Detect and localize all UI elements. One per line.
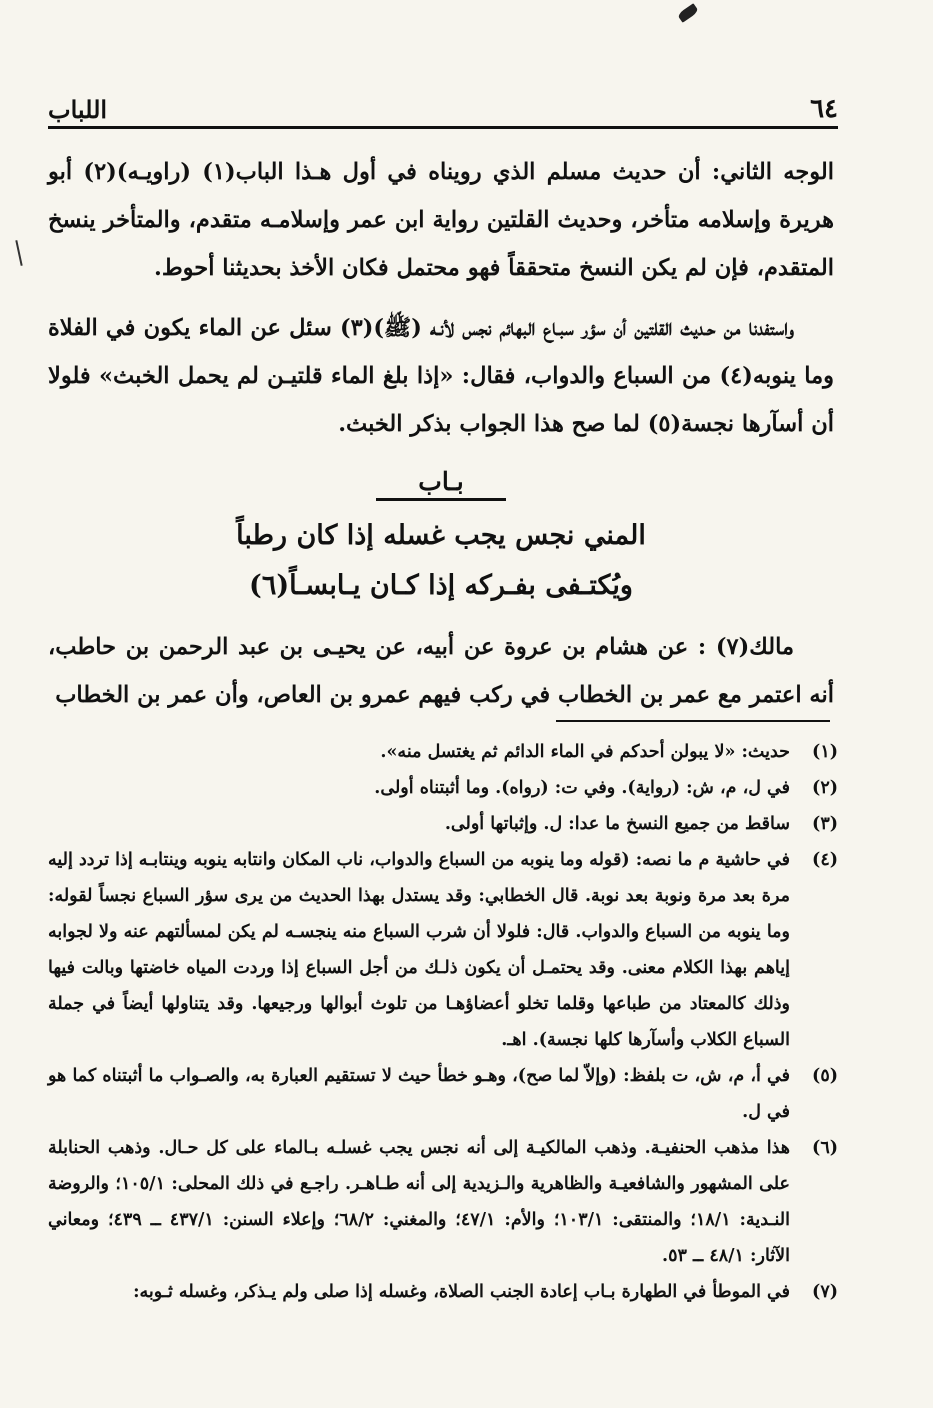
header-rule xyxy=(48,126,838,129)
paragraph-2: واستفدنا من حـديث القلتين أن سؤر سبـاع البهائم نجس لأنـه (ﷺ)(٣) سئل عن الماء يكون في الفلاة وما ينوبه(٤) من السباع والدواب، فقال: «إذا بلغ الماء قلتيـن لم يحمل الخبث» فلولا أن أسآرها نجسة(٥) لما صح هذا الجواب بذكر الخبث. xyxy=(48,315,834,437)
main-text xyxy=(48,148,834,719)
chapter-title-line-2: ويُكتـفى بفـركه إذا كـان يـابسـاً(٦) xyxy=(249,570,633,601)
chapter-label: بـاب xyxy=(418,467,464,496)
footnotes xyxy=(48,734,838,1310)
margin-mark xyxy=(15,240,22,266)
footnote xyxy=(48,734,838,770)
paragraph-1: الوجه الثاني: أن حديث مسلم الذي رويناه في أول هـذا الباب(١) (راويـه)(٢) أبو هريرة وإسلامه متأخر، وحديث القلتين رواية ابن عمر وإسلامـه متقدم، والمتأخر ينسخ المتقدم، فإن لم يكن النسخ متحققاً فهو محتمل فكان الأخذ بحديثنا أحوط. xyxy=(48,159,834,281)
ink-speck xyxy=(677,3,699,23)
footnote-number: (١) xyxy=(812,742,838,762)
footnote-text: حديث: «لا يبولن أحدكم في الماء الدائم ثم يغتسل منه». xyxy=(380,742,790,762)
page-header xyxy=(48,88,838,124)
paragraph-3: مالك(٧) : عن هشام بن عروة عن أبيه، عن يحيـى بن عبد الرحمن بن حاطب، أنه اعتمر مع عمر بن الخطاب في ركب فيهم عمرو بن العاص، وأن عمر بن الخطاب xyxy=(48,634,834,708)
footnote-number: (٣) xyxy=(812,814,838,834)
footnote xyxy=(48,806,838,842)
footnote-text: في حاشية م ما نصه: (قوله وما ينوبه من السباع والدواب، ناب المكان وانتابه ينوبه وينتابـه إذا تردد إليه مرة بعد مرة ونوبة بعد نوبة. قال الخطابي: وقد يستدل بهذا الحديث من يرى سؤر السباع نجساً لقوله: وما ينوبه من السباع والدواب. قال: فلولا أن شرب السباع منه ينجسـه لم يكن لمسألتهم عنه ولا لجوابه إياهم بهذا الكلام معنى. وقد يحتمـل أن يكون ذلـك من أجل السباع إذا وردت المياه خاضتها وبالت فيها وذلك كالمعتاد من طباعها وقلما تخلو أعضاؤهـا من تلوث أبوالها ورجيعها. وقد يتناولها أيضاً في جملة السباع الكلاب وأسآرها كلها نجسة). اهـ. xyxy=(48,850,790,1050)
footnote-rule xyxy=(556,720,830,722)
footnote-text: في أ، م، ش، ت بلفظ: (وإلاّ لما صح)، وهـو خطأ حيث لا تستقيم العبارة به، والصـواب ما أثبتناه كما هو في ل. xyxy=(48,1066,790,1122)
chapter-title-line-1: المني نجس يجب غسله إذا كان رطباً xyxy=(236,520,646,551)
footnote xyxy=(48,1274,838,1310)
footnote-text: ساقط من جميع النسخ ما عدا: ل. وإثباتها أولى. xyxy=(444,814,790,834)
footnote-text: في الموطأ في الطهارة بـاب إعادة الجنب الصلاة، وغسله إذا صلى ولم يـذكر، وغسله ثـوبه: xyxy=(133,1282,790,1302)
footnote-number: (٦) xyxy=(812,1138,838,1158)
footnote-text: هذا مذهب الحنفيـة. وذهب المالكيـة إلى أنه نجس يجب غسلـه بـالماء على كل حـال. وذهب الحنابلة على المشهور والشافعيـة والظاهرية والـزيدية إلى أنه طـاهـر. راجـع في ذلك المحلى: ١٠٥/١؛ والروضة النـدية: ١٨/١؛ والمنتقى: ١٠٣/١؛ والأم: ٤٧/١؛ والمغني: ٦٨/٢؛ وإعلاء السنن: ٤٣٧/١ ــ ٤٣٩؛ ومعاني الآثار: ٤٨/١ ــ ٥٣. xyxy=(48,1138,790,1266)
footnote-number: (٧) xyxy=(812,1282,838,1302)
footnote-number: (٢) xyxy=(812,778,838,798)
footnote xyxy=(48,842,838,1058)
footnote xyxy=(48,770,838,806)
page-number: ٦٤ xyxy=(810,94,838,124)
running-title: اللباب xyxy=(48,95,108,124)
footnote-text: في ل، م، ش: (رواية). وفي ت: (رواه). وما أثبتناه أولى. xyxy=(374,778,790,798)
footnote-number: (٤) xyxy=(812,850,838,870)
footnote-number: (٥) xyxy=(812,1066,838,1086)
footnote xyxy=(48,1058,838,1130)
footnote xyxy=(48,1130,838,1274)
